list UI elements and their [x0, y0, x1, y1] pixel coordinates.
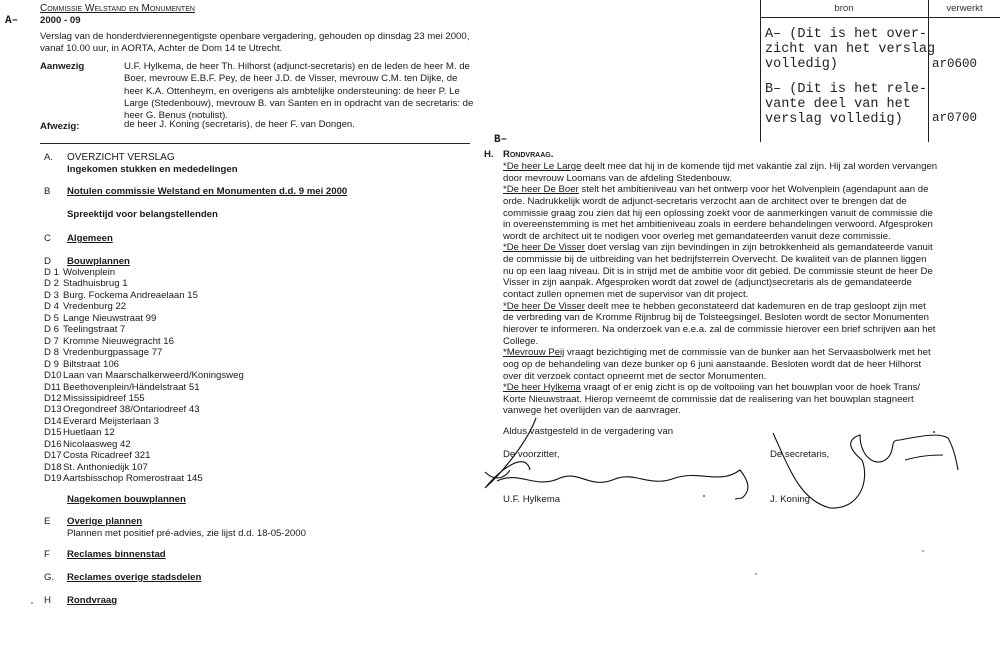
- agenda-item-label: Kromme Nieuwegracht 16: [63, 335, 174, 347]
- present-line: heer K.A. Ottenheym, en overigens als ambtelijke ondersteuning: de heer P. Le: [124, 85, 460, 97]
- agenda-item-number: D11: [44, 381, 61, 393]
- rondvraag-text: over dit verzoek contact opneemt met de sector Monumenten.: [503, 370, 767, 382]
- intro-line: vanaf 10.00 uur, in AORTA, Achter de Dom 14 te Utrecht.: [40, 43, 283, 54]
- agenda-title: Reclames binnenstad: [67, 549, 166, 560]
- column-header-processed: verwerkt: [946, 3, 983, 14]
- agenda-item-number: D 7: [44, 335, 59, 347]
- processed-cell: ar0700: [932, 111, 978, 125]
- agenda-item-number: D 8: [44, 347, 59, 359]
- present-line: Boer, mevrouw E.B.F. Pey, de heer J.D. de Visser, mevrouw C.M. ten Dijke, de: [124, 73, 458, 85]
- agenda-title: OVERZICHT VERSLAG: [67, 152, 175, 163]
- rondvraag-text: vanwege het overlijden van de aanvrager.: [503, 405, 681, 417]
- agenda-item-label: Mississipidreef 155: [63, 392, 145, 404]
- column-header-source: bron: [834, 3, 854, 14]
- rondvraag-text: College.: [503, 335, 539, 347]
- agenda-item-label: Lange Nieuwstraat 99: [63, 312, 157, 324]
- agenda-item-number: D 5: [44, 312, 59, 324]
- agenda-item-label: Teelingstraat 7: [63, 324, 126, 336]
- agenda-item-number: D18: [44, 461, 62, 473]
- rondvraag-text: deelt mee dat hij in de komende tijd met vakantie zal zijn. Hij zal worden vervangen: [581, 161, 938, 172]
- section-letter: H.: [484, 149, 494, 160]
- speaker-name: *De heer De Visser: [503, 300, 585, 312]
- agenda-letter: H: [44, 595, 51, 606]
- agenda-item-label: Wolvenplein: [63, 267, 116, 278]
- agenda-letter: G.: [44, 572, 55, 583]
- agenda-item-label: Vredenburgpassage 77: [63, 347, 163, 359]
- agenda-item-label: Nicolaasweg 42: [63, 438, 131, 450]
- present-line: Large (Stedenbouw), mevrouw B. van Santen en in opdracht van de secretaris: de: [124, 97, 474, 109]
- source-line: A– (Dit is het over-: [765, 27, 928, 42]
- agenda-title: Bouwplannen: [67, 256, 130, 267]
- agenda-subtitle: Nagekomen bouwplannen: [67, 494, 186, 505]
- agenda-item-number: D 9: [44, 358, 59, 370]
- agenda-item-label: Vredenburg 22: [63, 301, 127, 313]
- source-mark-b: B–: [494, 134, 508, 146]
- rondvraag-text: in overeenstemming is met het ambitieniveau zoals in eerdere behandelingen verwoord. Afgesproken: [503, 219, 933, 231]
- agenda-item-label: Costa Ricadreef 321: [63, 450, 151, 462]
- agenda-item-number: D19: [44, 473, 62, 485]
- agenda-item-number: D15: [44, 427, 62, 439]
- agenda-title: Algemeen: [67, 233, 113, 244]
- agenda-title: Notulen commissie Welstand en Monumenten d.d. 9 mei 2000: [67, 186, 348, 197]
- chair-name: U.F. Hylkema: [503, 494, 561, 505]
- agenda-letter: D: [44, 256, 51, 267]
- processed-cell: ar0600: [932, 57, 978, 71]
- rondvraag-text: orde. Nadrukkelijk wordt de adjunct-secretaris verzocht aan de architect over te brengen dat de: [503, 195, 907, 207]
- rondvraag-text: door mevrouw Loomans van de afdeling Stedenbouw.: [503, 172, 732, 184]
- organization-name: Commissie Welstand en Monumenten: [40, 3, 195, 14]
- chair-signature: [485, 418, 748, 499]
- speaker-name: *De heer De Boer: [503, 184, 579, 196]
- rondvraag-text: Visser in zijn aanpak. Afgesproken wordt dat zowel de (adjunct)secretaris als de gemandateerde: [503, 277, 912, 289]
- rondvraag-text: wordt de architect uit te nodigen voor overleg met gemandateerden vanuit deze commissie.: [503, 230, 891, 242]
- rondvraag-text: de commissie bij de uitbreiding van het bedrijfsterrein Overvecht. De kwaliteit van de plannen liggen: [503, 254, 927, 266]
- section-title: Rondvraag.: [503, 149, 554, 160]
- intro-line: Verslag van de honderdvierennegentigste openbare vergadering, gehouden op dinsdag 23 mei 2000,: [40, 31, 470, 42]
- present-line: heer G. Benus (notulist).: [124, 110, 228, 122]
- speaker-name: *De heer De Visser: [503, 242, 585, 254]
- speaker-name: *De heer Hylkema: [503, 382, 581, 394]
- present-line: U.F. Hylkema, de heer Th. Hilhorst (adjunct-secretaris) en de leden de heer M. de: [124, 61, 470, 72]
- agenda-item-number: D 3: [44, 289, 59, 301]
- present-label: Aanwezig: [40, 61, 85, 72]
- agenda-item-label: St. Anthoniedijk 107: [63, 461, 148, 473]
- agenda-item-label: Burg. Fockema Andreaelaan 15: [63, 289, 198, 301]
- rondvraag-text: doet verslag van zijn bevindingen in zijn betrokkenheid als gemandateerde vanuit: [584, 242, 933, 254]
- rondvraag-text: de verbreding van de Kromme Rijnbrug bij de Tolsteegsingel. Besloten wordt de sector Monumenten: [503, 312, 929, 324]
- absent-text: de heer J. Koning (secretaris), de heer F. van Dongen.: [124, 119, 355, 130]
- rondvraag-text: nu op een laag niveau. Dit is in strijd met de ambitie voor dit gebied. De commissie steunt de heer De: [503, 265, 933, 277]
- agenda-item-label: Stadhuisbrug 1: [63, 278, 128, 290]
- source-line: zicht van het verslag: [765, 42, 936, 57]
- agenda-letter: F: [44, 549, 50, 560]
- agenda-item-number: D 6: [44, 324, 59, 336]
- chair-label: De voorzitter,: [503, 449, 560, 460]
- rondvraag-text: hierover te informeren. Na onderzoek van e.e.a. zal de commissie hierover een brief schrijven aan het: [503, 323, 936, 335]
- agenda-item-number: D14: [44, 415, 62, 427]
- agenda-item-number: D 1: [44, 267, 59, 278]
- agenda-item-number: D10: [44, 370, 62, 382]
- agenda-item-number: D 2: [44, 278, 59, 290]
- agenda-item-number: D16: [44, 438, 62, 450]
- report-number: 2000 - 09: [40, 15, 81, 26]
- agenda-item-label: Beethovenplein/Händelstraat 51: [63, 381, 200, 393]
- secretary-signature: [773, 433, 958, 508]
- agenda-item-label: Oregondreef 38/Ontariodreef 43: [63, 404, 200, 416]
- agenda-item-number: D17: [44, 450, 62, 462]
- scan-specks: [31, 431, 935, 604]
- source-mark-a: A–: [5, 15, 19, 27]
- source-line: vante deel van het: [765, 97, 911, 112]
- agenda-item-label: Everard Meijsterlaan 3: [63, 415, 159, 427]
- agenda-item-number: D 4: [44, 301, 59, 313]
- agenda-letter: A.: [44, 152, 54, 163]
- agenda-subtitle: Plannen met positief pré-advies, zie lijst d.d. 18-05-2000: [67, 528, 306, 539]
- agenda-item-number: D12: [44, 392, 62, 404]
- agenda-letter: B: [44, 186, 51, 197]
- rondvraag-text: vraagt of er enig zicht is op de voltooiing van het bouwplan voor de hoek Trans/: [580, 382, 921, 394]
- agenda-title: Overige plannen: [67, 516, 143, 527]
- secretary-label: De secretaris,: [770, 449, 830, 460]
- rondvraag-text: oog op de behandeling van deze bunker op 6 juni aanstaande. Besloten wordt dat de heer Hilhorst: [503, 358, 922, 370]
- agenda-subtitle: Spreektijd voor belangstellenden: [67, 209, 218, 220]
- speaker-name: *Mevrouw Peij: [503, 347, 565, 359]
- absent-label: Afwezig:: [40, 121, 80, 132]
- agenda-item-label: Huetlaan 12: [63, 427, 115, 439]
- rondvraag-text: vraagt bezichtiging met de commissie van de bunker aan het Servaasbolwerk met het: [564, 347, 931, 359]
- rondvraag-text: commissie graag zou zien dat hij een oplossing zoekt voor de aanmerkingen vanuit de commissie die: [503, 207, 933, 219]
- agenda-item-label: Laan van Maarschalkerweerd/Koningsweg: [63, 370, 244, 382]
- rondvraag-text: deelt mee te hebben geconstateerd dat kademuren en de trap gesloopt zijn met: [584, 300, 926, 312]
- source-line: B– (Dit is het rele-: [765, 82, 928, 97]
- rondvraag-text: contact zullen opnemen met de supervisor van dit project.: [503, 289, 749, 301]
- adopted-text: Aldus vastgesteld in de vergadering van: [503, 426, 674, 437]
- agenda-item-label: Aartsbisschop Romerostraat 145: [63, 473, 203, 485]
- rondvraag-text: Korte Nieuwstraat. Hierop verneemt de commissie dat de realisering van het bouwplan stagneert: [503, 393, 914, 405]
- agenda-title: Rondvraag: [67, 595, 118, 606]
- source-line: verslag volledig): [765, 112, 903, 127]
- agenda-item-number: D13: [44, 404, 62, 416]
- agenda-title: Reclames overige stadsdelen: [67, 572, 202, 583]
- agenda-item-label: Biltstraat 106: [63, 358, 119, 370]
- source-line: volledig): [765, 57, 838, 72]
- rondvraag-text: stelt het ambitieniveau van het ontwerp voor het Wolvenplein (agendapunt aan de: [578, 184, 929, 196]
- speaker-name: *De heer Le Large: [503, 161, 582, 172]
- agenda-letter: C: [44, 233, 51, 244]
- agenda-subtitle: Ingekomen stukken en mededelingen: [67, 164, 238, 175]
- agenda-letter: E: [44, 516, 51, 527]
- secretary-name: J. Koning: [770, 494, 811, 505]
